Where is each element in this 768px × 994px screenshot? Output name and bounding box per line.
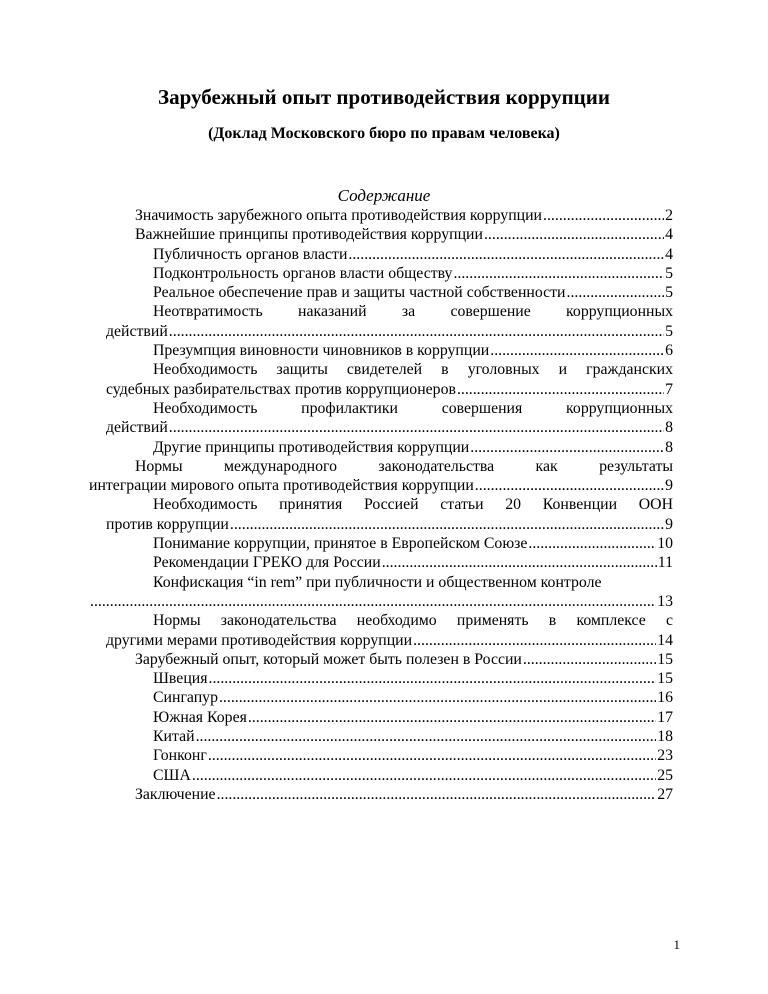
toc-page-number: 11 (657, 554, 673, 572)
toc-leader-dots (230, 515, 664, 534)
toc-entry-text: Зарубежный опыт, который может быть полезен в России (135, 650, 522, 668)
toc-leader-dots (523, 650, 656, 669)
toc-leader-dots (217, 785, 657, 804)
toc-entry-usa[interactable] (106, 766, 673, 785)
toc-page-number: 9 (665, 477, 673, 495)
toc-entry-china[interactable] (106, 727, 673, 746)
toc-leader-dots (90, 592, 656, 611)
toc-leader-dots (192, 766, 656, 785)
toc-leader-dots (543, 206, 664, 225)
table-of-contents (89, 206, 673, 804)
toc-entry-text-continued: действий (106, 419, 168, 437)
toc-entry-witness-protection[interactable] (106, 360, 673, 399)
toc-entry-text: Конфискация “in rem” при публичности и общественном контроле (153, 573, 602, 591)
toc-entry-greco-recommendations[interactable] (106, 553, 673, 572)
toc-page-number: 14 (657, 631, 673, 649)
toc-page-number: 5 (665, 264, 673, 282)
toc-page-number: 4 (665, 245, 673, 263)
toc-entry-international-law[interactable] (89, 457, 673, 496)
toc-entry-text: США (153, 766, 191, 784)
toc-entry-prevention[interactable] (106, 399, 673, 438)
toc-page-number: 16 (657, 689, 673, 707)
toc-entry-publicity[interactable] (106, 245, 673, 264)
toc-entry-other-principles[interactable] (106, 438, 673, 457)
toc-page-number: 5 (665, 322, 673, 340)
toc-entry-text: Значимость зарубежного опыта противодействия коррупции (135, 207, 543, 224)
toc-page-number: 8 (665, 419, 673, 437)
toc-leader-dots (528, 534, 656, 553)
toc-entry-text: Китай (153, 728, 195, 746)
toc-entry-text-continued: интеграции мирового опыта противодействия коррупции (89, 477, 474, 495)
toc-entry-text: Подконтрольность органов власти обществу (153, 264, 453, 282)
toc-leader-dots (169, 322, 664, 341)
toc-entry-text: Важнейшие принципы противодействия коррупции (135, 226, 483, 244)
toc-entry-text-continued: действий (106, 322, 168, 340)
toc-page-number: 2 (665, 207, 673, 224)
toc-entry-public-control[interactable] (106, 264, 673, 283)
toc-leader-dots (457, 380, 664, 399)
toc-leader-dots (382, 553, 657, 572)
toc-entry-text: Публичность органов власти (153, 245, 348, 263)
toc-leader-dots (169, 418, 664, 437)
toc-entry-text: Сингапур (153, 689, 218, 707)
toc-leader-dots (484, 225, 664, 244)
toc-page-number: 18 (657, 728, 673, 746)
toc-entry-south-korea[interactable] (106, 708, 673, 727)
page-number: 1 (673, 937, 680, 952)
toc-leader-dots (567, 283, 665, 302)
toc-page-number: 25 (657, 766, 673, 784)
toc-leader-dots (219, 688, 656, 707)
toc-leader-dots (453, 264, 664, 283)
toc-entry-useful-foreign-experience[interactable] (106, 650, 673, 669)
toc-page-number: 27 (657, 785, 673, 803)
toc-entry-text-continued: судебных разбирательствах против коррупционеров (106, 380, 456, 398)
toc-leader-dots (470, 438, 664, 457)
document-title: Зарубежный опыт противодействия коррупции (158, 85, 610, 109)
toc-page-number: 4 (665, 226, 673, 244)
toc-entry-text: Гонконг (153, 747, 207, 765)
toc-entry-property-rights[interactable] (106, 283, 673, 302)
toc-entry-text-continued: против коррупции (106, 515, 229, 533)
toc-leader-dots (490, 341, 664, 360)
toc-entry-text: Понимание коррупции, принятое в Европейском Союзе (153, 535, 528, 553)
toc-entry-eu-understanding[interactable] (106, 534, 673, 553)
toc-page-number: 17 (657, 708, 673, 726)
toc-leader-dots (475, 476, 664, 495)
toc-entry-text: Необходимость защиты свидетелей в уголовных и гражданских (153, 361, 673, 379)
toc-leader-dots (248, 708, 656, 727)
toc-entry-confiscation-in-rem[interactable] (106, 573, 673, 612)
toc-page-number: 5 (665, 284, 673, 302)
toc-entry-text: Другие принципы противодействия коррупции (153, 438, 470, 456)
toc-leader-dots (208, 746, 656, 765)
toc-entry-text: Швеция (153, 670, 208, 688)
toc-entry-text: Необходимость принятия Россией статьи 20 Конвенции ООН (153, 496, 673, 514)
toc-page-number: 15 (657, 650, 673, 668)
toc-entry-text: Заключение (135, 785, 216, 803)
toc-leader-dots (348, 245, 664, 264)
toc-entry-foreign-experience-significance[interactable] (106, 206, 673, 225)
toc-heading: Содержание (337, 186, 431, 205)
toc-page-number: 13 (657, 592, 673, 610)
toc-entry-text: Необходимость профилактики совершения коррупционных (153, 399, 673, 417)
toc-entry-hong-kong[interactable] (106, 746, 673, 765)
toc-page-number: 7 (665, 380, 673, 398)
toc-page-number: 23 (657, 747, 673, 765)
toc-entry-conclusion[interactable] (106, 785, 673, 804)
toc-entry-singapore[interactable] (106, 688, 673, 707)
toc-page-number: 6 (665, 342, 673, 360)
toc-entry-text: Рекомендации ГРЕКО для России (153, 554, 381, 572)
toc-page-number: 15 (657, 670, 673, 688)
toc-entry-key-principles[interactable] (106, 225, 673, 244)
toc-entry-presumption-of-guilt[interactable] (106, 341, 673, 360)
toc-entry-text: Реальное обеспечение прав и защиты частной собственности (153, 284, 566, 302)
toc-page-number: 9 (665, 515, 673, 533)
document-subtitle: (Доклад Московского бюро по правам человека) (208, 125, 560, 142)
toc-page-number: 8 (665, 438, 673, 456)
toc-entry-text-continued: другими мерами противодействия коррупции (106, 631, 413, 649)
toc-entry-complex-measures[interactable] (106, 611, 673, 650)
toc-entry-sweden[interactable] (106, 669, 673, 688)
toc-entry-text: Нормы законодательства необходимо применять в комплексе с (153, 612, 673, 630)
toc-entry-text: Неотвратимость наказаний за совершение коррупционных (153, 303, 673, 321)
toc-page-number: 10 (657, 535, 673, 553)
toc-entry-text: Южная Корея (153, 708, 247, 726)
toc-leader-dots (413, 631, 656, 650)
toc-entry-inevitability-of-punishment[interactable] (106, 302, 673, 341)
toc-leader-dots (196, 727, 657, 746)
toc-leader-dots (209, 669, 657, 688)
toc-entry-text: Нормы международного законодательства как результаты (135, 457, 673, 475)
toc-entry-text: Презумпция виновности чиновников в коррупции (153, 342, 490, 360)
toc-entry-un-convention-article-20[interactable] (106, 495, 673, 534)
